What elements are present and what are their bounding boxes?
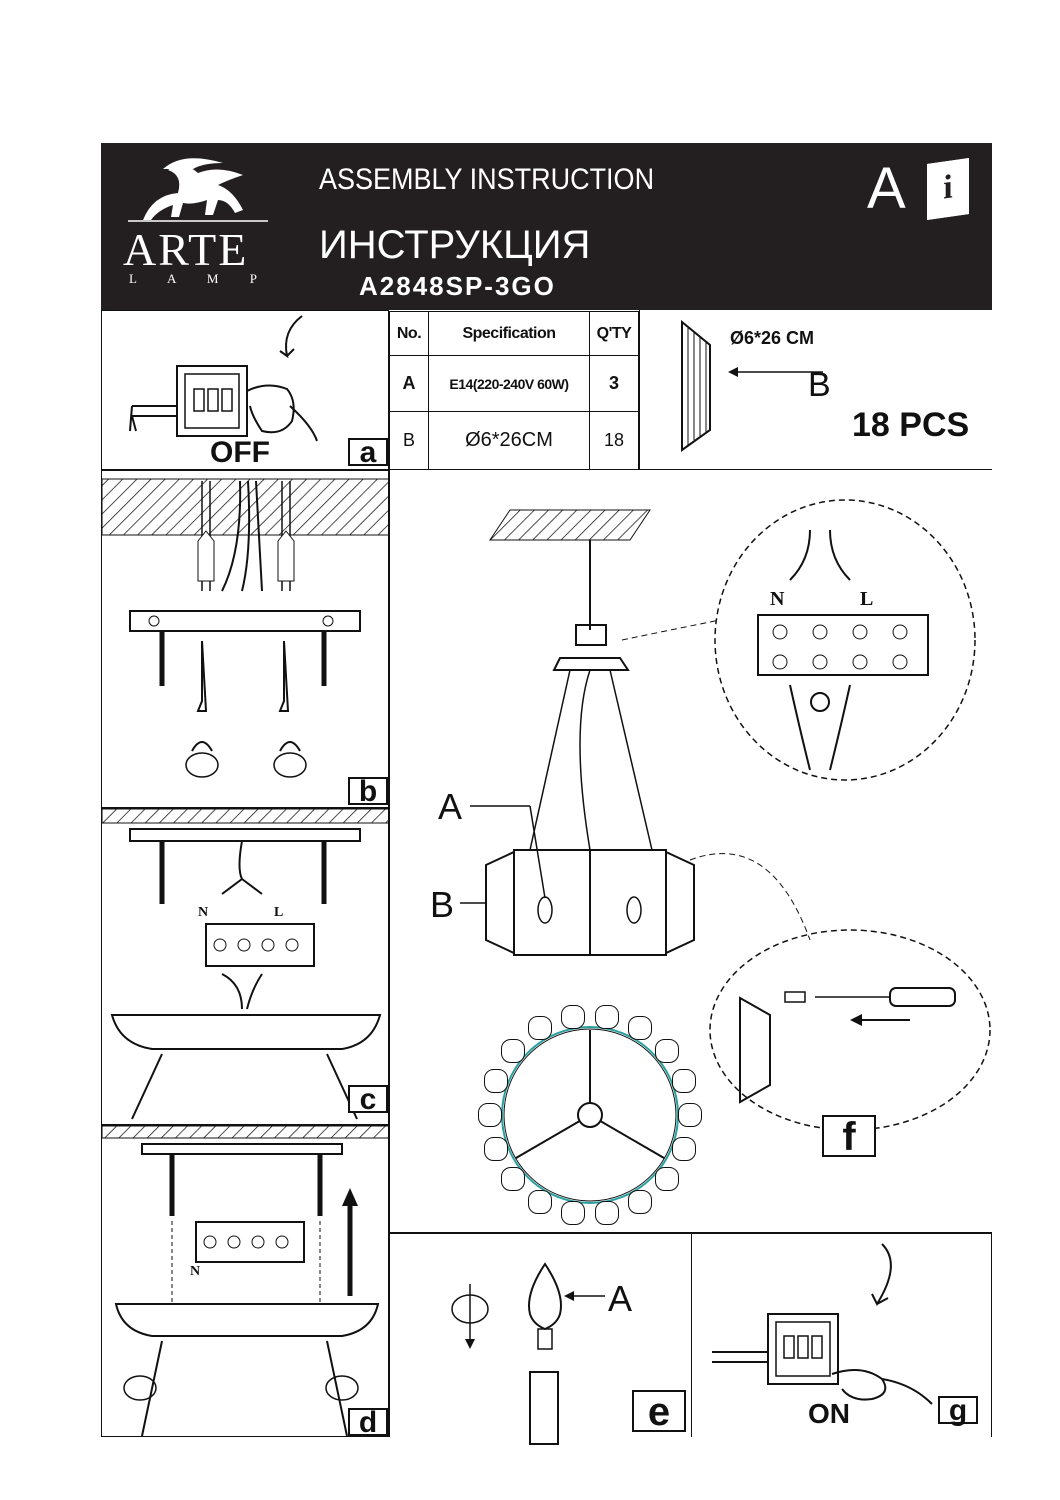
step-b-letter: b xyxy=(348,777,388,805)
crystal-shade-top xyxy=(655,1039,679,1063)
step-a-caption: OFF xyxy=(210,436,270,469)
step-c-panel xyxy=(101,808,389,1125)
spec-table xyxy=(389,311,639,470)
spec-row-b-spec: Ø6*26CM xyxy=(429,412,590,470)
step-a-letter: a xyxy=(348,438,388,466)
step-d-label-n: N xyxy=(190,1264,201,1279)
brand-subtitle: L A M P xyxy=(129,271,271,286)
crystal-shade-top xyxy=(501,1039,525,1063)
step-a-panel xyxy=(101,310,389,470)
crystal-shade-top xyxy=(628,1190,652,1214)
step-c-letter: c xyxy=(348,1085,388,1113)
crystal-shade-top xyxy=(595,1201,619,1225)
crystal-part-icon xyxy=(680,320,720,450)
step-e-part: A xyxy=(608,1278,633,1319)
crystal-shade-top xyxy=(501,1167,525,1191)
spec-row-a-no: A xyxy=(390,356,429,412)
title-russian: ИНСТРУКЦИЯ xyxy=(319,223,591,267)
crystal-shade-top xyxy=(672,1137,696,1161)
step-d-panel xyxy=(101,1125,389,1437)
wiring-label-n: N xyxy=(770,588,785,610)
part-b-letter: B xyxy=(808,366,831,404)
crystal-shade-top xyxy=(672,1069,696,1093)
spec-header-spec: Specification xyxy=(429,312,590,356)
callout-b: B xyxy=(430,884,455,925)
doc-letter: A xyxy=(867,156,906,221)
mount-canopy-diagram xyxy=(102,1126,390,1438)
step-d-letter: d xyxy=(348,1408,388,1436)
spec-row-a-qty: 3 xyxy=(590,356,639,412)
crystal-shade-top xyxy=(561,1201,585,1225)
model-number: A2848SP-3GO xyxy=(359,271,556,301)
crystal-shade-top xyxy=(528,1016,552,1040)
brand-name: ARTE xyxy=(123,224,249,275)
crystal-shade-top xyxy=(655,1167,679,1191)
crystal-shade-top xyxy=(628,1016,652,1040)
spec-row-b-no: B xyxy=(390,412,429,470)
header-banner xyxy=(101,143,992,310)
crystal-shade-top xyxy=(484,1069,508,1093)
title-english: ASSEMBLY INSTRUCTION xyxy=(319,163,655,196)
part-b-count: 18 PCS xyxy=(852,406,970,444)
step-b-panel xyxy=(101,470,389,808)
wiring-label-l: L xyxy=(860,588,874,610)
step-g-letter: g xyxy=(938,1396,978,1424)
part-b-size: Ø6*26 CM xyxy=(730,328,815,348)
step-g-caption: ON xyxy=(808,1398,850,1429)
crystal-shade-top xyxy=(528,1190,552,1214)
info-book-icon: i xyxy=(927,158,969,220)
crystal-shade-top xyxy=(678,1103,702,1127)
crystal-shade-top xyxy=(478,1103,502,1127)
main-assembly-panel xyxy=(389,470,992,1233)
wiring-connect-diagram xyxy=(102,809,390,1126)
spec-row-a-spec: E14(220-240V 60W) xyxy=(429,356,590,412)
step-c-label-n: N xyxy=(198,905,209,920)
part-b-panel xyxy=(639,310,992,470)
crystal-shade-top xyxy=(561,1005,585,1029)
callout-a: A xyxy=(438,786,463,827)
step-f-letter: f xyxy=(822,1115,876,1157)
step-e-panel xyxy=(389,1233,692,1437)
step-c-label-l: L xyxy=(274,905,284,920)
step-g-panel xyxy=(692,1233,992,1437)
spec-header-qty: Q'TY xyxy=(590,312,639,356)
spec-row-b-qty: 18 xyxy=(590,412,639,470)
ceiling-mount-diagram xyxy=(102,471,390,809)
step-e-letter: e xyxy=(632,1390,686,1432)
crystal-shade-top xyxy=(595,1005,619,1029)
spec-header-no: No. xyxy=(390,312,429,356)
crystal-shade-top xyxy=(484,1137,508,1161)
